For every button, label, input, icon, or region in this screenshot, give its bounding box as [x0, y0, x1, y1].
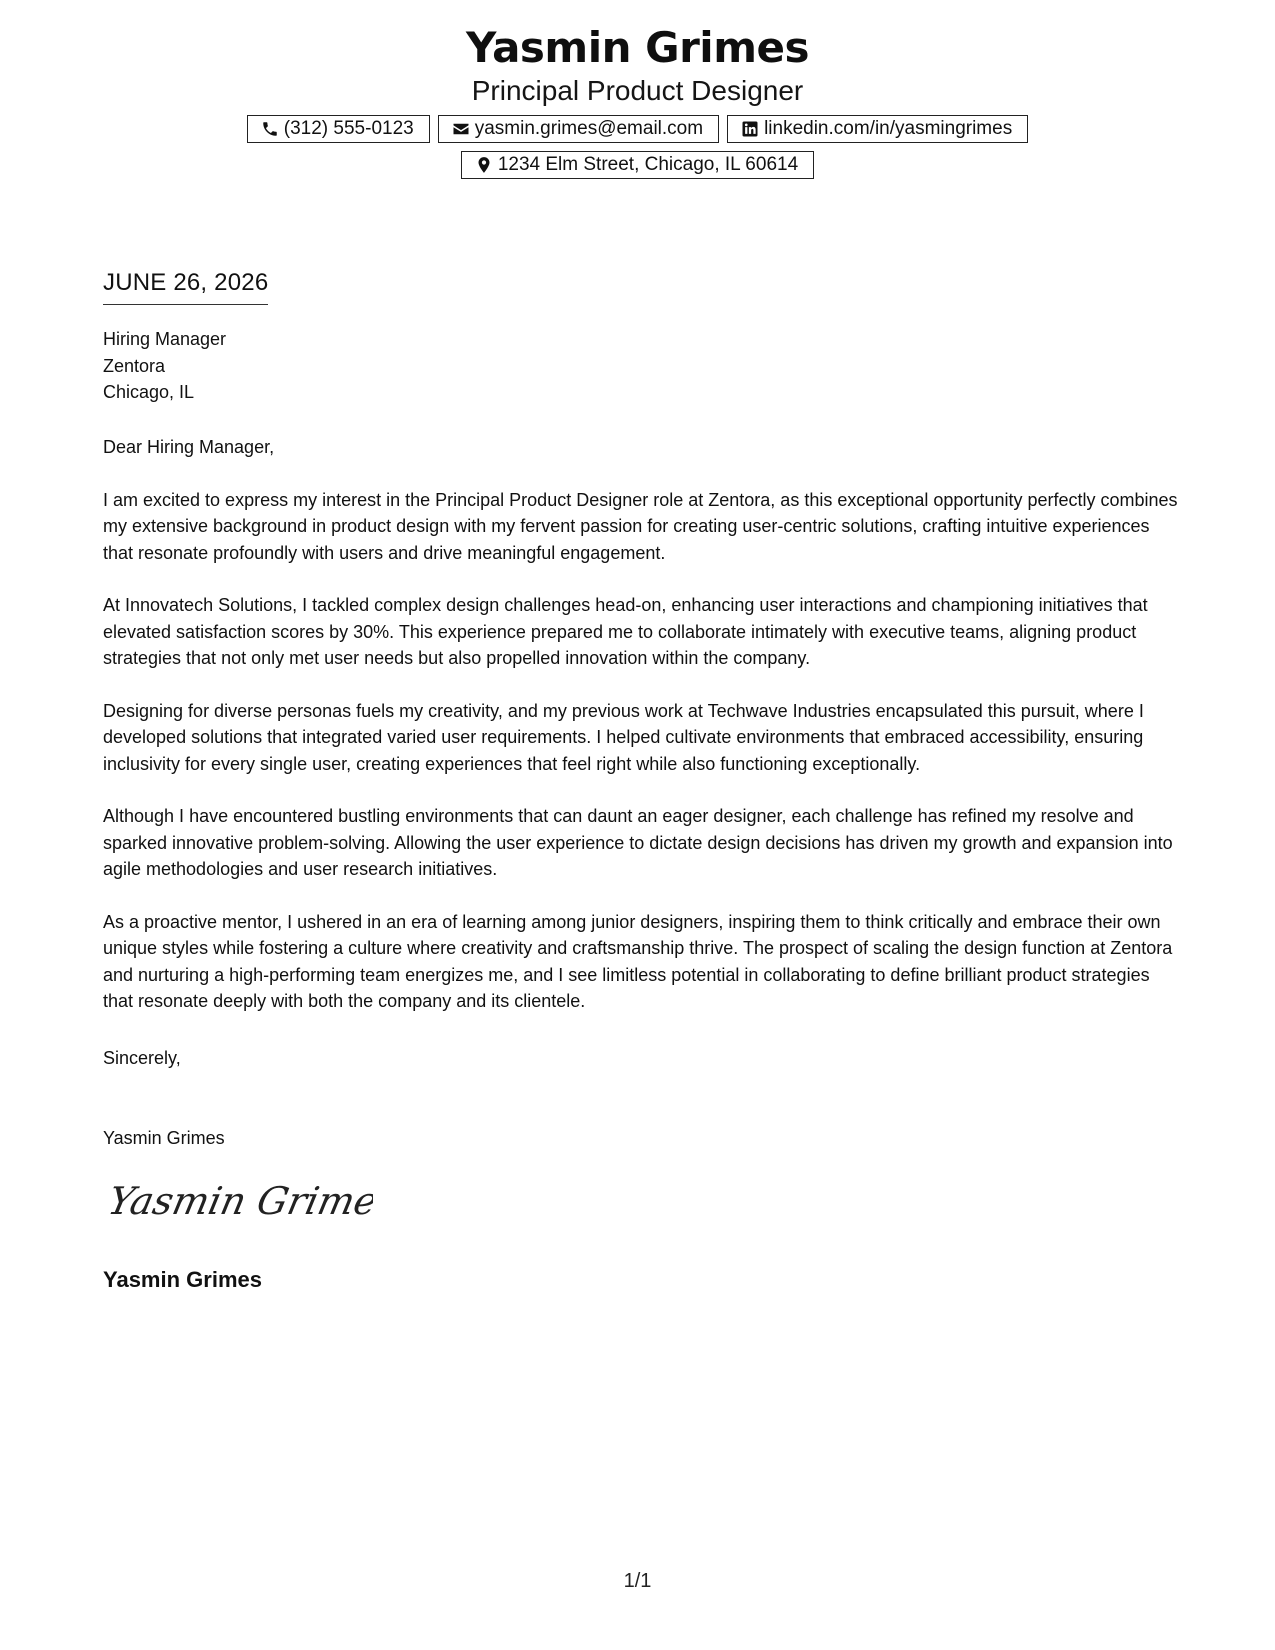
envelope-icon: [452, 120, 470, 138]
salutation: Dear Hiring Manager,: [103, 437, 275, 457]
body-paragraph: As a proactive mentor, I ushered in an era of learning among junior designers, inspiring them to think critically and embrace their own unique styles while fostering a culture where creativity and craftsmanship thrive. The prospect of scaling the design function at Zentora and nurturing a high-performing team energizes me, and I see limitless potential in collaborating to define brilliant product strategies that resonate deeply with both the company and its clientele.: [103, 911, 1173, 1011]
body-paragraph: I am excited to express my interest in the Principal Product Designer role at Zentora, as this exceptional opportunity perfectly combines my extensive background in product design with my fervent passion for creating user-centric solutions, crafting intuitive experiences that resonate profoundly with users and drive meaningful engagement.: [103, 489, 1178, 563]
phone-chip[interactable]: [247, 115, 430, 143]
applicant-name: Yasmin Grimes: [466, 23, 809, 72]
page-number: 1/1: [623, 1570, 652, 1592]
address-text: 1234 Elm Street, Chicago, IL 60614: [497, 154, 799, 175]
letter-body: [103, 434, 1183, 1041]
map-pin-icon: [475, 156, 493, 174]
body-paragraph: Designing for diverse personas fuels my creativity, and my previous work at Techwave Industries encapsulated this pursuit, where I developed solutions that integrated varied user requirements. I helped cultivate environments that embraced accessibility, ensuring inclusivity for every single user, creating experiences that feel right while also functioning exceptionally.: [103, 700, 1144, 774]
svg-text:Yasmin Grimes: Yasmin Grimes: [103, 1179, 373, 1224]
letter-date: JUNE 26, 2026: [103, 268, 268, 305]
applicant-title: Principal Product Designer: [471, 75, 804, 106]
signature-graphic: [103, 1172, 373, 1232]
linkedin-icon: [741, 120, 759, 138]
handwritten-signature: [103, 1172, 373, 1232]
address-chip[interactable]: [461, 151, 814, 179]
linkedin-chip[interactable]: [727, 115, 1028, 143]
email-text: yasmin.grimes@email.com: [474, 118, 704, 139]
recipient-line: Chicago, IL: [103, 382, 195, 402]
contact-row-address: [0, 151, 1275, 179]
letter-header: [0, 22, 1275, 179]
phone-icon: [261, 120, 279, 138]
phone-text: (312) 555-0123: [283, 118, 414, 139]
body-paragraph: At Innovatech Solutions, I tackled complex design challenges head-on, enhancing user interactions and championing initiatives that elevated satisfaction scores by 30%. This experience prepared me to collaborate intimately with executive teams, aligning product strategies that not only met user needs but also propelled innovation within the company.: [103, 595, 1148, 668]
closing: Sincerely,: [103, 1048, 181, 1068]
recipient-line: Zentora: [103, 355, 166, 376]
letter-date-block: [103, 268, 268, 305]
recipient-address: [103, 326, 226, 406]
typed-name: Yasmin Grimes: [103, 1128, 225, 1148]
email-chip[interactable]: [438, 115, 719, 143]
signer-name: Yasmin Grimes: [103, 1267, 262, 1292]
linkedin-text: linkedin.com/in/yasmingrimes: [764, 118, 1013, 139]
contact-row: [0, 115, 1275, 143]
body-paragraph: Although I have encountered bustling environments that can daunt an eager designer, each challenge has refined my resolve and sparked innovative problem-solving. Allowing the user experience to dictate design decisions has driven my growth and expansion into agile methodologies and user research initiatives.: [103, 806, 1173, 879]
recipient-line: Hiring Manager: [103, 329, 227, 349]
